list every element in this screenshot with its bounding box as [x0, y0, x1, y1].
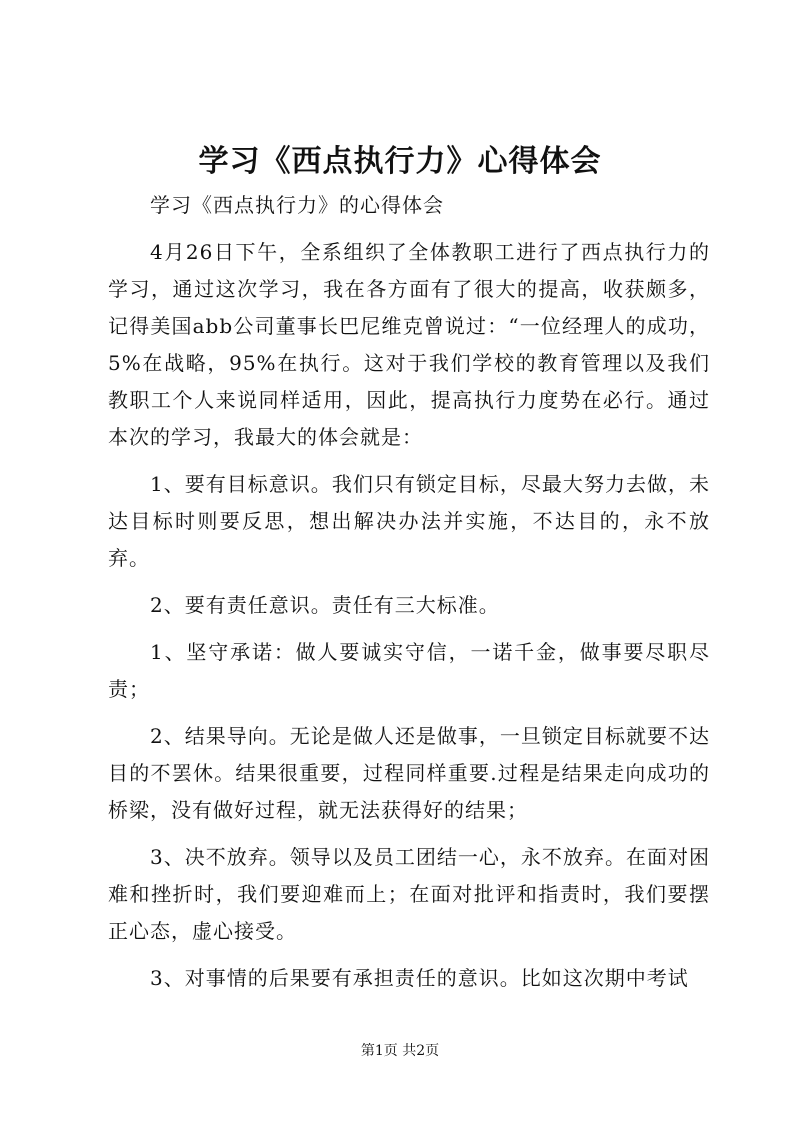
paragraph-never-give-up: 3、决不放弃。领导以及员工团结一心，永不放弃。在面对困难和挫折时，我们要迎难而上；在面对批评和指责时，我们要摆正心态，虚心接受。 — [108, 845, 710, 943]
paragraph-consequences: 3、对事情的后果要有承担责任的意识。比如这次期中考试 — [150, 966, 689, 990]
paragraph-responsibility: 2、要有责任意识。责任有三大标准。 — [150, 593, 500, 617]
paragraph-commitment: 1、坚守承诺：做人要诚实守信，一诺千金，做事要尽职尽责； — [108, 640, 710, 701]
paragraph-intro: 4月26日下午，全系组织了全体教职工进行了西点执行力的学习，通过这次学习，我在各方面有了很大的提高，收获颇多，记得美国abb公司董事长巴尼维克曾说过：“一位经理人的成功，5%在战略，95%在执行。这对于我们学校的教育管理以及我们教职工个人来说同样适用，因此，提高执行力度势在必行。通过本次的学习，我最大的体会就是： — [108, 240, 710, 449]
document-body — [108, 187, 710, 1007]
document-title: 学习《西点执行力》心得体会 — [198, 144, 602, 179]
paragraph-subtitle: 学习《西点执行力》的心得体会 — [150, 193, 444, 217]
page-footer: 第1页 共2页 — [360, 1043, 440, 1059]
paragraph-result-oriented: 2、结果导向。无论是做人还是做事，一旦锁定目标就要不达目的不罢休。结果很重要，过程同样重要.过程是结果走向成功的桥梁，没有做好过程，就无法获得好的结果； — [108, 724, 710, 822]
paragraph-goal-awareness: 1、要有目标意识。我们只有锁定目标，尽最大努力去做，未达目标时则要反思，想出解决办法并实施，不达目的，永不放弃。 — [108, 472, 710, 570]
